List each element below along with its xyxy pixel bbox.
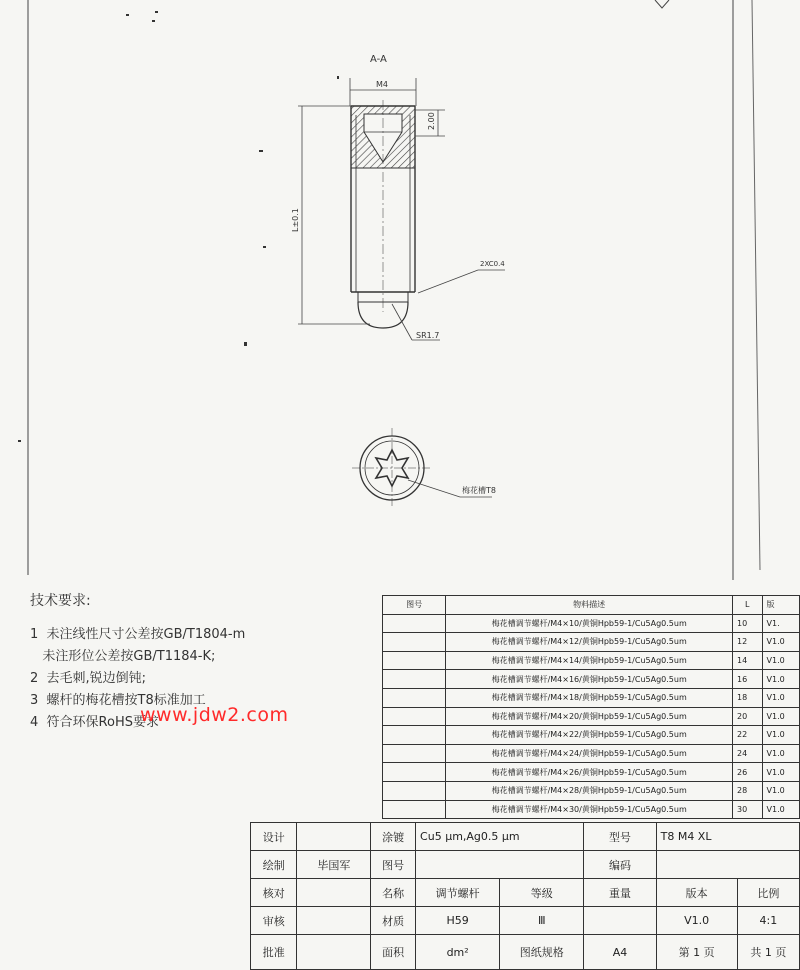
grade-value: Ⅲ	[500, 907, 584, 935]
bom-cell-l: 22	[733, 726, 762, 745]
bom-row	[383, 688, 800, 707]
check-value	[297, 879, 371, 907]
drafter-name: 毕国军	[297, 851, 371, 879]
approve-value	[297, 935, 371, 970]
torx-end-view	[352, 428, 432, 508]
bom-cell-desc: 梅花槽调节螺杆/M4×14/黄铜Hpb59-1/Cu5Ag0.5um	[446, 651, 733, 670]
bom-header-row	[383, 596, 800, 615]
bom-header-no: 图号	[383, 596, 446, 615]
code-value	[656, 851, 799, 879]
tech-item: 3 螺杆的梅花槽按T8标准加工	[30, 693, 206, 708]
weight-label: 重量	[584, 879, 656, 907]
bom-cell-ver: V1.0	[762, 726, 800, 745]
bom-cell-desc: 梅花槽调节螺杆/M4×18/黄铜Hpb59-1/Cu5Ag0.5um	[446, 688, 733, 707]
bom-row	[383, 707, 800, 726]
bom-cell-ver: V1.0	[762, 651, 800, 670]
bom-cell-desc: 梅花槽调节螺杆/M4×20/黄铜Hpb59-1/Cu5Ag0.5um	[446, 707, 733, 726]
bom-cell-no	[383, 688, 446, 707]
bom-cell-desc: 梅花槽调节螺杆/M4×10/黄铜Hpb59-1/Cu5Ag0.5um	[446, 614, 733, 633]
bom-cell-l: 20	[733, 707, 762, 726]
coating-label: 涂镀	[371, 823, 416, 851]
scale-label: 比例	[737, 879, 799, 907]
bom-cell-l: 18	[733, 688, 762, 707]
frame-right-border-outer	[752, 0, 760, 570]
chamfer-label: 2XC0.4	[480, 260, 505, 268]
grade-label: 等级	[500, 879, 584, 907]
bom-cell-ver: V1.	[762, 614, 800, 633]
bom-cell-no	[383, 651, 446, 670]
bom-cell-desc: 梅花槽调节螺杆/M4×30/黄铜Hpb59-1/Cu5Ag0.5um	[446, 800, 733, 819]
bom-cell-l: 10	[733, 614, 762, 633]
material-value: H59	[416, 907, 500, 935]
bom-cell-no	[383, 763, 446, 782]
bom-cell-desc: 梅花槽调节螺杆/M4×28/黄铜Hpb59-1/Cu5Ag0.5um	[446, 781, 733, 800]
code-label: 编码	[584, 851, 656, 879]
bom-cell-no	[383, 800, 446, 819]
bom-cell-desc: 梅花槽调节螺杆/M4×26/黄铜Hpb59-1/Cu5Ag0.5um	[446, 763, 733, 782]
paper-value: A4	[584, 935, 656, 970]
material-label: 材质	[371, 907, 416, 935]
name-label: 名称	[371, 879, 416, 907]
bom-cell-no	[383, 707, 446, 726]
draw-label: 绘制	[251, 851, 297, 879]
length-dimension-label: L±0.1	[291, 208, 300, 232]
scale-value: 4:1	[737, 907, 799, 935]
version-label: 版本	[656, 879, 737, 907]
thread-dimension-label: M4	[376, 80, 388, 89]
bom-cell-l: 28	[733, 781, 762, 800]
tech-item: 未注形位公差按GB/T1184-K;	[30, 649, 216, 664]
frame-corner-mark	[655, 0, 669, 8]
bom-cell-no	[383, 744, 446, 763]
version-value: V1.0	[656, 907, 737, 935]
bom-cell-no	[383, 633, 446, 652]
weight-value	[584, 907, 656, 935]
bom-cell-desc: 梅花槽调节螺杆/M4×16/黄铜Hpb59-1/Cu5Ag0.5um	[446, 670, 733, 689]
bom-cell-ver: V1.0	[762, 800, 800, 819]
bom-row	[383, 781, 800, 800]
check-label: 核对	[251, 879, 297, 907]
tech-requirements-title: 技术要求:	[30, 593, 91, 609]
bom-table	[382, 595, 800, 819]
area-value: dm²	[416, 935, 500, 970]
bom-cell-ver: V1.0	[762, 688, 800, 707]
review-label: 审核	[251, 907, 297, 935]
bom-cell-no	[383, 781, 446, 800]
bom-cell-l: 16	[733, 670, 762, 689]
bom-row	[383, 763, 800, 782]
bom-row	[383, 726, 800, 745]
bom-row	[383, 614, 800, 633]
bom-cell-desc: 梅花槽调节螺杆/M4×24/黄铜Hpb59-1/Cu5Ag0.5um	[446, 744, 733, 763]
bom-cell-l: 30	[733, 800, 762, 819]
bom-cell-l: 26	[733, 763, 762, 782]
bom-cell-desc: 梅花槽调节螺杆/M4×12/黄铜Hpb59-1/Cu5Ag0.5um	[446, 633, 733, 652]
coating-value: Cu5 μm,Ag0.5 μm	[416, 823, 584, 851]
area-label: 面积	[371, 935, 416, 970]
bom-cell-desc: 梅花槽调节螺杆/M4×22/黄铜Hpb59-1/Cu5Ag0.5um	[446, 726, 733, 745]
bom-cell-ver: V1.0	[762, 633, 800, 652]
bom-row	[383, 800, 800, 819]
bom-cell-no	[383, 670, 446, 689]
radius-label: SR1.7	[416, 331, 440, 340]
drawing-no-label: 图号	[371, 851, 416, 879]
depth-dimension-label: 2.00	[427, 112, 436, 130]
title-block	[250, 822, 800, 970]
approve-label: 批准	[251, 935, 297, 970]
model-value: T8 M4 XL	[656, 823, 799, 851]
paper-label: 图纸规格	[500, 935, 584, 970]
bom-cell-ver: V1.0	[762, 781, 800, 800]
bom-cell-l: 12	[733, 633, 762, 652]
model-label: 型号	[584, 823, 656, 851]
bom-cell-no	[383, 726, 446, 745]
name-value: 调节螺杆	[416, 879, 500, 907]
bom-cell-ver: V1.0	[762, 763, 800, 782]
total-pages: 共 1 页	[737, 935, 799, 970]
bom-row	[383, 670, 800, 689]
bom-header-desc: 物料描述	[446, 596, 733, 615]
bom-cell-l: 24	[733, 744, 762, 763]
review-value	[297, 907, 371, 935]
bom-row	[383, 744, 800, 763]
design-value	[297, 823, 371, 851]
tech-item: 1 未注线性尺寸公差按GB/T1804-m	[30, 627, 246, 642]
bom-cell-no	[383, 614, 446, 633]
bom-row	[383, 633, 800, 652]
bom-header-ver: 版	[762, 596, 800, 615]
torx-label: 梅花槽T8	[462, 486, 496, 495]
tech-item: 4 符合环保RoHS要求	[30, 715, 159, 730]
design-label: 设计	[251, 823, 297, 851]
bom-cell-ver: V1.0	[762, 670, 800, 689]
bom-header-l: L	[733, 596, 762, 615]
bom-cell-ver: V1.0	[762, 744, 800, 763]
watermark: www.jdw2.com	[140, 704, 289, 726]
bom-cell-ver: V1.0	[762, 707, 800, 726]
page-number: 第 1 页	[656, 935, 737, 970]
section-label: A-A	[370, 54, 387, 65]
bom-row	[383, 651, 800, 670]
tech-item: 2 去毛刺,锐边倒钝;	[30, 671, 147, 686]
drawing-no-value	[416, 851, 584, 879]
bom-cell-l: 14	[733, 651, 762, 670]
